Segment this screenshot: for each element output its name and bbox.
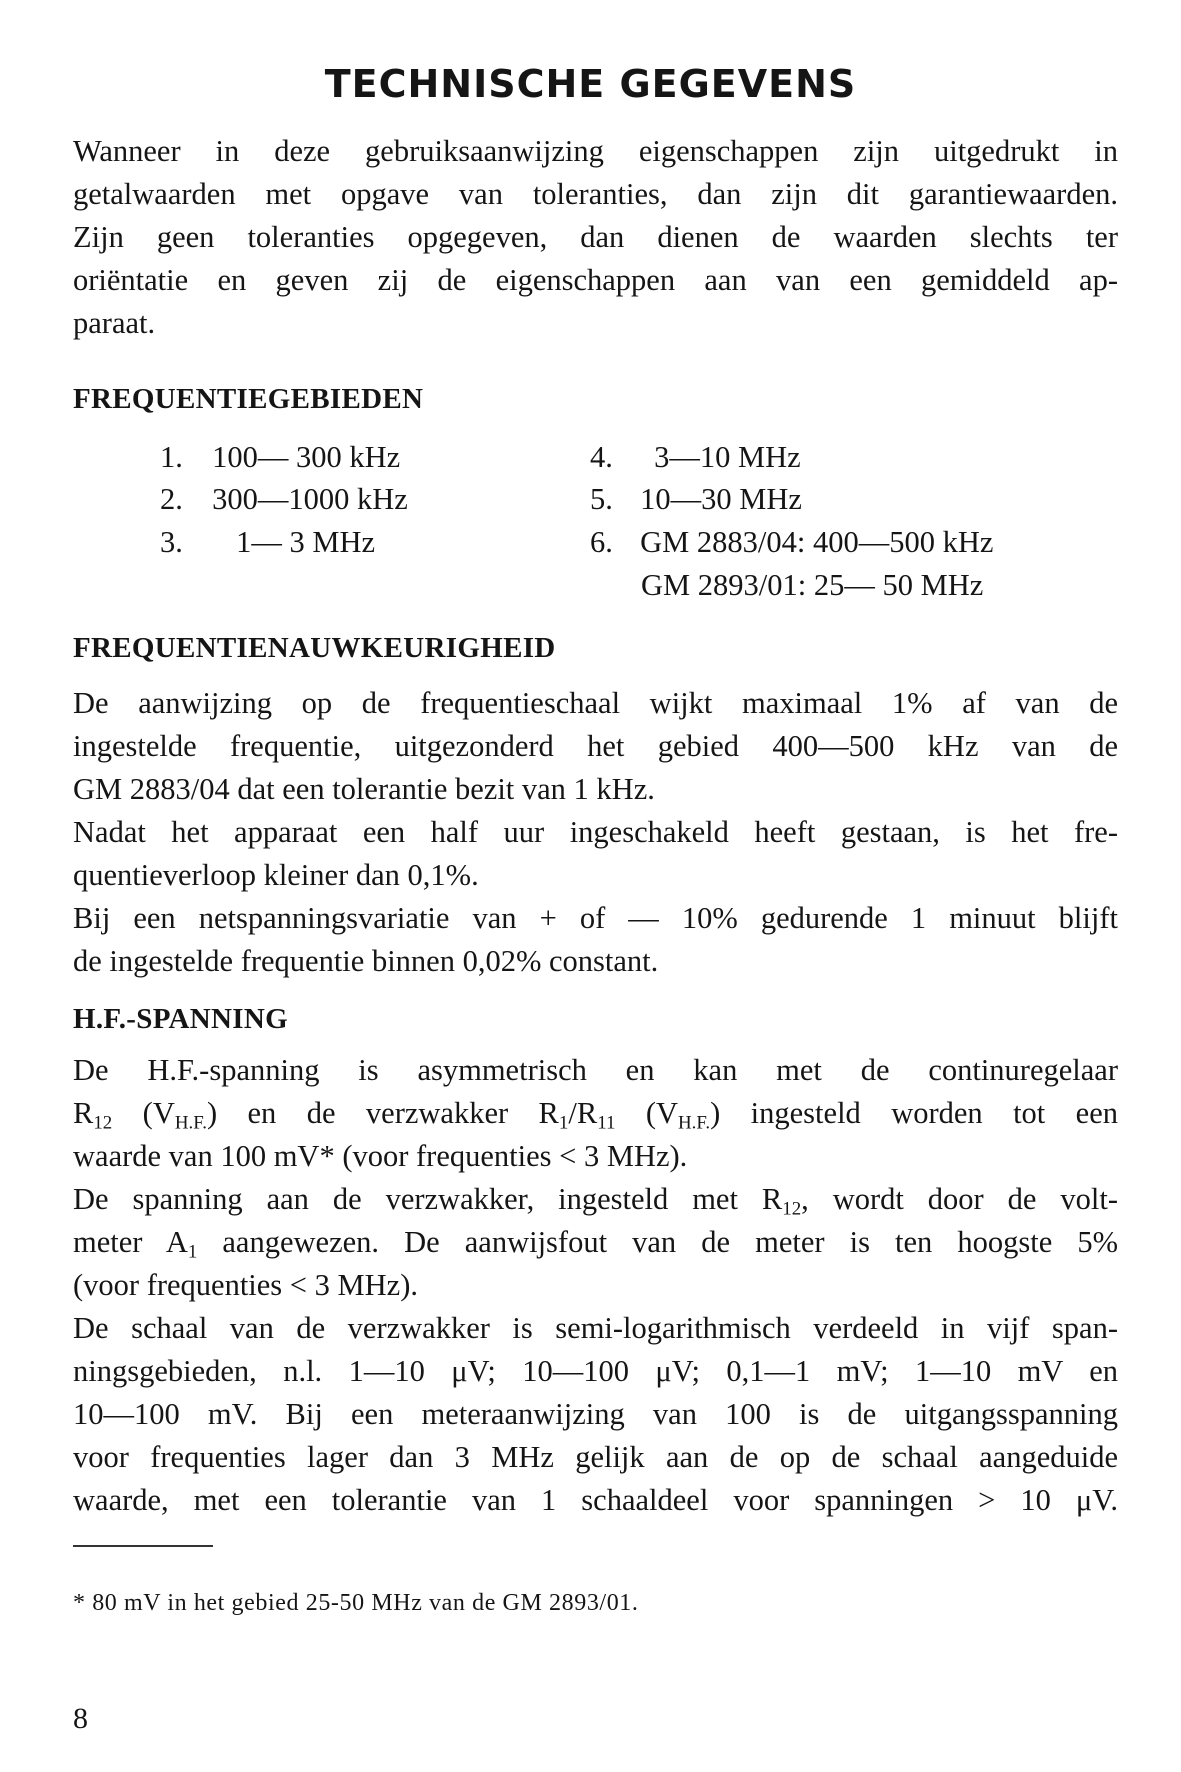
range-number: 3. xyxy=(160,525,183,559)
subscript: 12 xyxy=(93,1112,113,1134)
text-fragment: ) en de verzwakker R xyxy=(206,1096,559,1130)
hf-line xyxy=(73,1178,1118,1221)
text-fragment: /R xyxy=(568,1096,598,1130)
hf-paragraph-1 xyxy=(73,1049,1118,1178)
accuracy-line: de ingestelde frequentie binnen 0,02% constant. xyxy=(73,944,659,978)
text-fragment: meter A xyxy=(73,1225,188,1259)
hf-line xyxy=(73,1092,1118,1135)
intro-line: paraat. xyxy=(73,306,156,340)
intro-line: Zijn geen toleranties opgegeven, dan dienen de waarden slechts ter xyxy=(73,220,1118,254)
page-title: TECHNISCHE GEGEVENS xyxy=(324,62,857,106)
subscript: H.F. xyxy=(678,1112,711,1134)
accuracy-line: ingestelde frequentie, uitgezonderd het gebied 400—500 kHz van de xyxy=(73,729,1118,763)
range-value: 10—30 MHz xyxy=(640,482,802,516)
intro-line: oriëntatie en geven zij de eigenschappen aan van een gemiddeld ap- xyxy=(73,263,1118,297)
page-number: 8 xyxy=(73,1702,88,1735)
frequency-range-item xyxy=(160,482,408,517)
hf-paragraph-3 xyxy=(73,1307,1118,1522)
intro-line: Wanneer in deze gebruiksaanwijzing eigenschappen zijn uitgedrukt in xyxy=(73,134,1118,168)
subscript: 1 xyxy=(558,1112,569,1134)
hf-paragraph-2 xyxy=(73,1178,1118,1307)
accuracy-line: Bij een netspanningsvariatie van + of — 10% gedurende 1 minuut blijft xyxy=(73,901,1118,935)
range-number: 6. xyxy=(590,525,613,559)
accuracy-line: De aanwijzing op de frequentieschaal wijkt maximaal 1% af van de xyxy=(73,686,1118,720)
symbol-v: (V xyxy=(142,1096,175,1130)
accuracy-line: Nadat het apparaat een half uur ingeschakeld heeft gestaan, is het fre- xyxy=(73,815,1118,849)
symbol-r: R xyxy=(73,1096,94,1130)
intro-paragraph xyxy=(73,130,1118,345)
footnote-divider xyxy=(73,1545,213,1547)
text-fragment: ) ingesteld worden tot een xyxy=(710,1096,1118,1130)
hf-line: waarde, met een tolerantie van 1 schaaldeel voor spanningen > 10 μV. xyxy=(73,1483,1118,1517)
symbol-v: (V xyxy=(645,1096,678,1130)
hf-line: ningsgebieden, n.l. 1—10 μV; 10—100 μV; 0,1—1 mV; 1—10 mV en xyxy=(73,1354,1118,1388)
range-value: GM 2883/04: 400—500 kHz xyxy=(640,525,994,559)
hf-line: waarde van 100 mV* (voor frequenties < 3 MHz). xyxy=(73,1139,688,1173)
range-number: 2. xyxy=(160,482,183,516)
accuracy-line: quentieverloop kleiner dan 0,1%. xyxy=(73,858,479,892)
text-fragment: De spanning aan de verzwakker, ingesteld met R xyxy=(73,1182,783,1216)
range-value: 3—10 MHz xyxy=(654,440,801,474)
hf-line: 10—100 mV. Bij een meteraanwijzing van 100 is de uitgangsspanning xyxy=(73,1397,1118,1431)
text-fragment: , wordt door de volt- xyxy=(801,1182,1118,1216)
frequency-range-item xyxy=(160,525,375,560)
accuracy-paragraph xyxy=(73,682,1118,983)
range-value: 300—1000 kHz xyxy=(212,482,408,516)
frequency-range-item xyxy=(590,525,993,560)
accuracy-heading: FREQUENTIENAUWKEURIGHEID xyxy=(73,632,556,664)
frequency-ranges-heading: FREQUENTIEGEBIEDEN xyxy=(73,383,424,415)
range-number: 4. xyxy=(590,440,613,474)
frequency-range-item xyxy=(590,482,802,517)
range-number: 1. xyxy=(160,440,183,474)
frequency-range-item xyxy=(160,440,400,475)
frequency-range-item xyxy=(590,440,801,475)
subscript: H.F. xyxy=(174,1112,207,1134)
range-value: 100— 300 kHz xyxy=(212,440,401,474)
hf-line: De H.F.-spanning is asymmetrisch en kan met de continuregelaar xyxy=(73,1053,1118,1087)
range-number: 5. xyxy=(590,482,613,516)
subscript: 12 xyxy=(782,1198,802,1220)
hf-voltage-heading: H.F.-SPANNING xyxy=(73,1003,288,1035)
range-value: 1— 3 MHz xyxy=(236,525,376,559)
subscript: 11 xyxy=(597,1112,616,1134)
footnote: * 80 mV in het gebied 25-50 MHz van de GM 2893/01. xyxy=(73,1590,639,1616)
subscript: 1 xyxy=(187,1241,198,1263)
hf-line: voor frequenties lager dan 3 MHz gelijk aan de op de schaal aangeduide xyxy=(73,1440,1118,1474)
hf-line xyxy=(73,1221,1118,1264)
intro-line: getalwaarden met opgave van toleranties, dan zijn dit garantiewaarden. xyxy=(73,177,1118,211)
accuracy-line: GM 2883/04 dat een tolerantie bezit van 1 kHz. xyxy=(73,772,655,806)
frequency-range-item xyxy=(641,568,983,603)
hf-line: (voor frequenties < 3 MHz). xyxy=(73,1268,418,1302)
text-fragment: aangewezen. De aanwijsfout van de meter is ten hoogste 5% xyxy=(197,1225,1118,1259)
hf-line: De schaal van de verzwakker is semi-logarithmisch verdeeld in vijf span- xyxy=(73,1311,1118,1345)
range-value: GM 2893/01: 25— 50 MHz xyxy=(641,568,984,602)
